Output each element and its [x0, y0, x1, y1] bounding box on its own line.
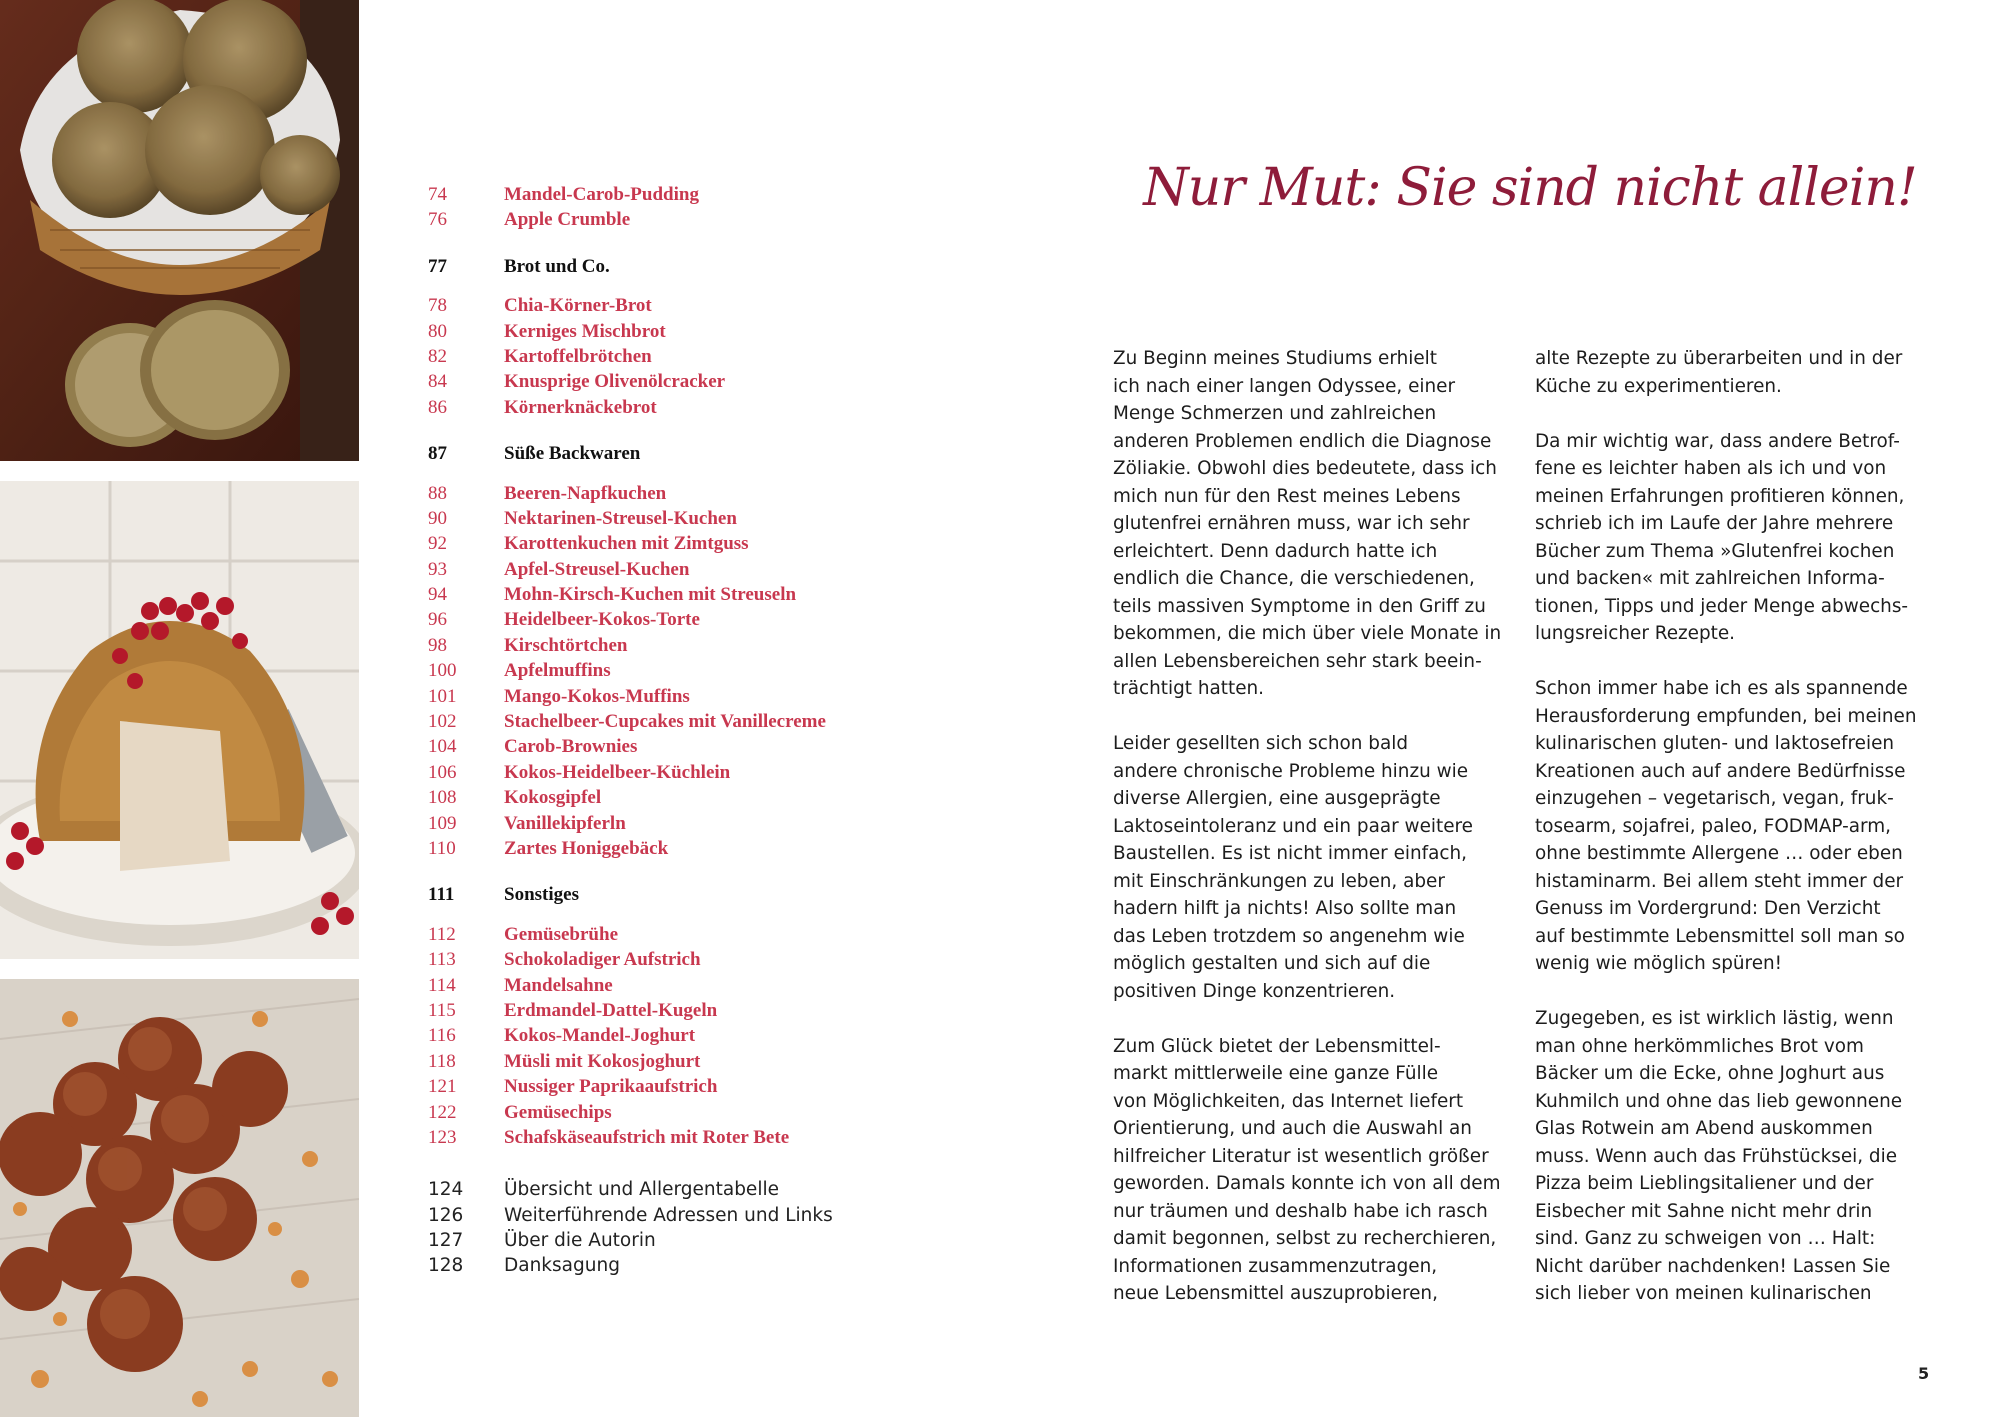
text-line: das Leben trotzdem so angenehm wie — [1113, 925, 1465, 947]
toc-entry[interactable] — [428, 785, 928, 810]
toc-title: Apfel-Streusel-Kuchen — [504, 558, 690, 580]
toc-page: 94 — [428, 584, 447, 606]
text-line: sich lieber von meinen kulinarischen — [1535, 1283, 1872, 1304]
toc-title: Zartes Honiggebäck — [504, 837, 669, 859]
paragraph — [1535, 1005, 1940, 1308]
toc-page: 80 — [428, 320, 447, 342]
toc-entry[interactable] — [428, 1049, 928, 1074]
toc-entry[interactable] — [428, 1203, 928, 1228]
toc-page: 82 — [428, 345, 447, 367]
toc-title: Kartoffelbrötchen — [504, 345, 652, 367]
toc-page: 118 — [428, 1050, 456, 1072]
toc-title: Nektarinen-Streusel-Kuchen — [504, 507, 737, 529]
toc-entry[interactable] — [428, 947, 928, 972]
text-line: ohne bestimmte Allergene … oder eben — [1535, 843, 1903, 864]
toc-page: 86 — [428, 396, 447, 418]
text-line: möglich gestalten und sich auf die — [1113, 953, 1431, 974]
toc-page: 121 — [428, 1076, 457, 1098]
toc-page: 115 — [428, 999, 456, 1021]
text-line: glutenfrei ernähren muss, war ich sehr — [1113, 513, 1470, 534]
page-number: 5 — [1918, 1364, 1930, 1383]
text-line: histaminarm. Bei allem steht immer der — [1535, 870, 1904, 892]
toc-page: 84 — [428, 371, 447, 393]
toc-title: Carob-Brownies — [504, 736, 638, 758]
toc-section-title: Sonstiges — [504, 884, 579, 906]
text-line: tosearm, sojafrei, paleo, FODMAP-arm, — [1535, 815, 1891, 837]
toc-title: Vanillekipferln — [504, 812, 626, 834]
toc-page: 111 — [428, 884, 455, 906]
toc-title: Gemüsechips — [504, 1101, 612, 1123]
toc-page: 77 — [428, 255, 447, 277]
text-line: Kuhmilch und ohne das lieb gewonnene — [1535, 1090, 1903, 1112]
toc-title: Apfelmuffins — [504, 660, 611, 682]
photo-column — [0, 0, 359, 1417]
text-line: Schon immer habe ich es als spannende — [1535, 678, 1908, 699]
toc-entry[interactable] — [428, 811, 928, 836]
toc-page: 76 — [428, 209, 447, 231]
toc-entry[interactable] — [428, 973, 928, 998]
toc-title: Apple Crumble — [504, 209, 631, 231]
toc-entry[interactable] — [428, 344, 928, 369]
toc-entry[interactable] — [428, 1125, 928, 1150]
photo-tigernut-balls — [0, 979, 359, 1417]
text-line: Eisbecher mit Sahne nicht mehr drin — [1535, 1200, 1873, 1222]
table-of-contents — [428, 182, 928, 1279]
text-line: Zöliakie. Obwohl dies bedeutete, dass ich — [1113, 458, 1497, 479]
text-line: Pizza beim Lieblingsitaliener und der — [1535, 1173, 1874, 1194]
toc-entry[interactable] — [428, 734, 928, 759]
text-line: damit begonnen, selbst zu recherchieren, — [1113, 1228, 1497, 1249]
toc-entry[interactable] — [428, 1074, 928, 1099]
text-line: tionen, Tipps und jeder Menge abwechs- — [1535, 595, 1909, 617]
text-line: Baustellen. Es ist nicht immer einfach, — [1113, 843, 1468, 864]
toc-entry[interactable] — [428, 922, 928, 947]
toc-page: 96 — [428, 609, 447, 631]
text-line: lungsreicher Rezepte. — [1535, 623, 1736, 644]
text-line: man ohne herkömmliches Brot vom — [1535, 1035, 1864, 1057]
toc-page: 90 — [428, 507, 447, 529]
text-line: erleichtert. Denn dadurch hatte ich — [1113, 540, 1438, 562]
text-line: geworden. Damals konnte ich von all dem — [1113, 1173, 1501, 1194]
toc-section-brot[interactable] — [428, 254, 928, 279]
toc-page: 92 — [428, 533, 447, 555]
text-line: alte Rezepte zu überarbeiten und in der — [1535, 348, 1903, 369]
text-line: Zum Glück bietet der Lebensmittel- — [1113, 1035, 1441, 1057]
text-line: bekommen, die mich über viele Monate in — [1113, 623, 1502, 644]
toc-title: Über die Autorin — [504, 1230, 656, 1252]
toc-page: 127 — [428, 1230, 464, 1252]
toc-entry[interactable] — [428, 369, 928, 394]
text-line: Genuss im Vordergrund: Den Verzicht — [1535, 898, 1881, 919]
toc-title: Nussiger Paprikaaufstrich — [504, 1076, 718, 1098]
toc-title: Weiterführende Adressen und Links — [504, 1204, 833, 1226]
toc-entry[interactable] — [428, 1023, 928, 1048]
toc-page: 78 — [428, 295, 447, 317]
text-line: schrieb ich im Laufe der Jahre mehrere — [1535, 513, 1894, 534]
toc-title: Müsli mit Kokosjoghurt — [504, 1050, 701, 1072]
toc-page: 128 — [428, 1255, 464, 1277]
toc-page: 122 — [428, 1101, 457, 1123]
toc-title: Knusprige Olivenölcracker — [504, 371, 726, 393]
article-heading: Nur Mut: Sie sind nicht allein! — [1143, 158, 1917, 218]
photo-bundt-cake — [0, 481, 359, 959]
toc-entry[interactable] — [428, 531, 928, 556]
toc-title: Mango-Kokos-Muffins — [504, 685, 690, 707]
text-line: Laktoseintoleranz und ein paar weitere — [1113, 815, 1474, 837]
toc-entry[interactable] — [428, 684, 928, 709]
toc-page: 87 — [428, 443, 447, 465]
text-line: hadern hilft ja nichts! Also sollte man — [1113, 898, 1457, 919]
toc-entry[interactable] — [428, 506, 928, 531]
toc-page: 113 — [428, 949, 456, 971]
toc-title: Karottenkuchen mit Zimtguss — [504, 533, 749, 555]
toc-entry[interactable] — [428, 709, 928, 734]
toc-title: Schafskäseaufstrich mit Roter Bete — [504, 1126, 790, 1148]
toc-title: Kokosgipfel — [504, 787, 602, 809]
photo-bread-rolls — [0, 0, 359, 461]
text-line: Zugegeben, es ist wirklich lästig, wenn — [1535, 1008, 1894, 1029]
text-line: wenig wie möglich spüren! — [1535, 953, 1783, 974]
text-line: Glas Rotwein am Abend auskommen — [1535, 1118, 1873, 1139]
toc-entry[interactable] — [428, 557, 928, 582]
text-line: Leider gesellten sich schon bald — [1113, 733, 1409, 754]
text-line: mich nun für den Rest meines Lebens — [1113, 485, 1461, 507]
text-line: Küche zu experimentieren. — [1535, 375, 1782, 397]
paragraph — [1535, 428, 1940, 648]
paragraph — [1113, 1033, 1518, 1308]
toc-page: 116 — [428, 1025, 456, 1047]
toc-page: 124 — [428, 1179, 464, 1201]
toc-title: Übersicht und Allergentabelle — [504, 1179, 779, 1201]
toc-title: Gemüsebrühe — [504, 923, 618, 945]
text-line: Zu Beginn meines Studiums erhielt — [1113, 348, 1437, 369]
paragraph — [1113, 345, 1518, 703]
text-line: kulinarischen gluten- und laktosefreien — [1535, 733, 1895, 754]
toc-section-sonstiges[interactable] — [428, 882, 928, 907]
toc-title: Beeren-Napfkuchen — [504, 482, 667, 504]
text-line: anderen Problemen endlich die Diagnose — [1113, 430, 1492, 452]
text-line: und backen« mit zahlreichen Informa- — [1535, 568, 1885, 589]
toc-entry[interactable] — [428, 182, 928, 207]
toc-entry[interactable] — [428, 1100, 928, 1125]
text-line: auf bestimmte Lebensmittel soll man so — [1535, 925, 1905, 947]
toc-page: 109 — [428, 812, 457, 834]
toc-title: Kirschtörtchen — [504, 634, 628, 656]
toc-page: 110 — [428, 837, 456, 859]
text-line: Herausforderung empfunden, bei meinen — [1535, 705, 1917, 727]
toc-title: Chia-Körner-Brot — [504, 295, 652, 317]
toc-page: 108 — [428, 787, 457, 809]
toc-title: Körnerknäckebrot — [504, 396, 657, 418]
toc-section-backwaren[interactable] — [428, 441, 928, 466]
text-line: andere chronische Probleme hinzu wie — [1113, 760, 1469, 782]
toc-entry[interactable] — [428, 607, 928, 632]
article-column-right — [1535, 345, 1940, 1335]
toc-entry[interactable] — [428, 1228, 928, 1253]
toc-page: 112 — [428, 923, 456, 945]
toc-entry[interactable] — [428, 582, 928, 607]
toc-title: Mandelsahne — [504, 974, 613, 996]
text-line: fene es leichter haben als ich und von — [1535, 458, 1887, 479]
article-column-left — [1113, 345, 1518, 1335]
toc-title: Kokos-Mandel-Joghurt — [504, 1025, 696, 1047]
toc-page: 102 — [428, 711, 457, 733]
toc-entry[interactable] — [428, 293, 928, 318]
text-line: markt mittlerweile eine ganze Fülle — [1113, 1063, 1439, 1084]
toc-entry[interactable] — [428, 998, 928, 1023]
toc-page: 106 — [428, 761, 457, 783]
toc-title: Erdmandel-Dattel-Kugeln — [504, 999, 718, 1021]
text-line: positiven Dinge konzentrieren. — [1113, 980, 1396, 1002]
text-line: Informationen zusammenzutragen, — [1113, 1255, 1438, 1277]
toc-entry[interactable] — [428, 836, 928, 861]
paragraph — [1113, 730, 1518, 1005]
text-line: ich nach einer langen Odyssee, einer — [1113, 375, 1456, 397]
toc-page: 114 — [428, 974, 456, 996]
text-line: teils massiven Symptome in den Griff zu — [1113, 595, 1486, 617]
toc-page: 74 — [428, 184, 447, 205]
text-line: hilfreicher Literatur ist wesentlich größer — [1113, 1145, 1489, 1167]
toc-entry[interactable] — [428, 1177, 928, 1202]
toc-entry[interactable] — [428, 633, 928, 658]
toc-title: Kokos-Heidelbeer-Küchlein — [504, 761, 731, 783]
text-line: allen Lebensbereichen sehr stark beein- — [1113, 650, 1482, 672]
text-line: Orientierung, und auch die Auswahl an — [1113, 1118, 1472, 1139]
text-line: endlich die Chance, die verschiedenen, — [1113, 568, 1475, 589]
toc-entry[interactable] — [428, 760, 928, 785]
text-line: Bäcker um die Ecke, ohne Joghurt aus — [1535, 1063, 1885, 1084]
toc-title: Kerniges Mischbrot — [504, 320, 666, 342]
toc-page: 100 — [428, 660, 457, 682]
text-line: meinen Erfahrungen profitieren können, — [1535, 485, 1905, 507]
toc-page: 104 — [428, 736, 457, 758]
text-line: von Möglichkeiten, das Internet liefert — [1113, 1090, 1464, 1112]
text-line: Nicht darüber nachdenken! Lassen Sie — [1535, 1255, 1891, 1277]
toc-title: Danksagung — [504, 1255, 620, 1277]
toc-title: Stachelbeer-Cupcakes mit Vanillecreme — [504, 711, 826, 733]
toc-page: 98 — [428, 634, 447, 656]
toc-entry[interactable] — [428, 481, 928, 506]
toc-title: Schokoladiger Aufstrich — [504, 949, 701, 971]
toc-title: Mohn-Kirsch-Kuchen mit Streuseln — [504, 584, 797, 606]
toc-page: 88 — [428, 482, 447, 504]
text-line: mit Einschränkungen zu leben, aber — [1113, 870, 1445, 892]
toc-entry[interactable] — [428, 319, 928, 344]
text-line: Menge Schmerzen und zahlreichen — [1113, 403, 1437, 424]
text-line: einzugehen – vegetarisch, vegan, fruk- — [1535, 788, 1894, 809]
text-line: sind. Ganz zu schweigen von … Halt: — [1535, 1228, 1876, 1249]
toc-page: 93 — [428, 558, 447, 580]
toc-title: Mandel-Carob-Pudding — [504, 184, 699, 205]
toc-page: 101 — [428, 685, 457, 707]
toc-entry[interactable] — [428, 207, 928, 232]
text-line: Da mir wichtig war, dass andere Betrof- — [1535, 430, 1900, 452]
text-line: diverse Allergien, eine ausgeprägte — [1113, 788, 1441, 809]
text-line: Kreationen auch auf andere Bedürfnisse — [1535, 760, 1906, 782]
paragraph — [1535, 345, 1940, 400]
toc-entry[interactable] — [428, 1253, 928, 1278]
text-line: muss. Wenn auch das Frühstücksei, die — [1535, 1145, 1898, 1167]
toc-page: 126 — [428, 1204, 464, 1226]
text-line: trächtigt hatten. — [1113, 678, 1265, 699]
toc-entry[interactable] — [428, 658, 928, 683]
toc-page: 123 — [428, 1126, 457, 1148]
paragraph — [1535, 675, 1940, 978]
toc-entry[interactable] — [428, 395, 928, 420]
text-line: Bücher zum Thema »Glutenfrei kochen — [1535, 540, 1895, 562]
text-line: nur träumen und deshalb habe ich rasch — [1113, 1200, 1488, 1222]
text-line: neue Lebensmittel auszuprobieren, — [1113, 1283, 1438, 1304]
toc-section-title: Brot und Co. — [504, 255, 610, 277]
toc-section-title: Süße Backwaren — [504, 443, 641, 465]
toc-title: Heidelbeer-Kokos-Torte — [504, 609, 700, 631]
